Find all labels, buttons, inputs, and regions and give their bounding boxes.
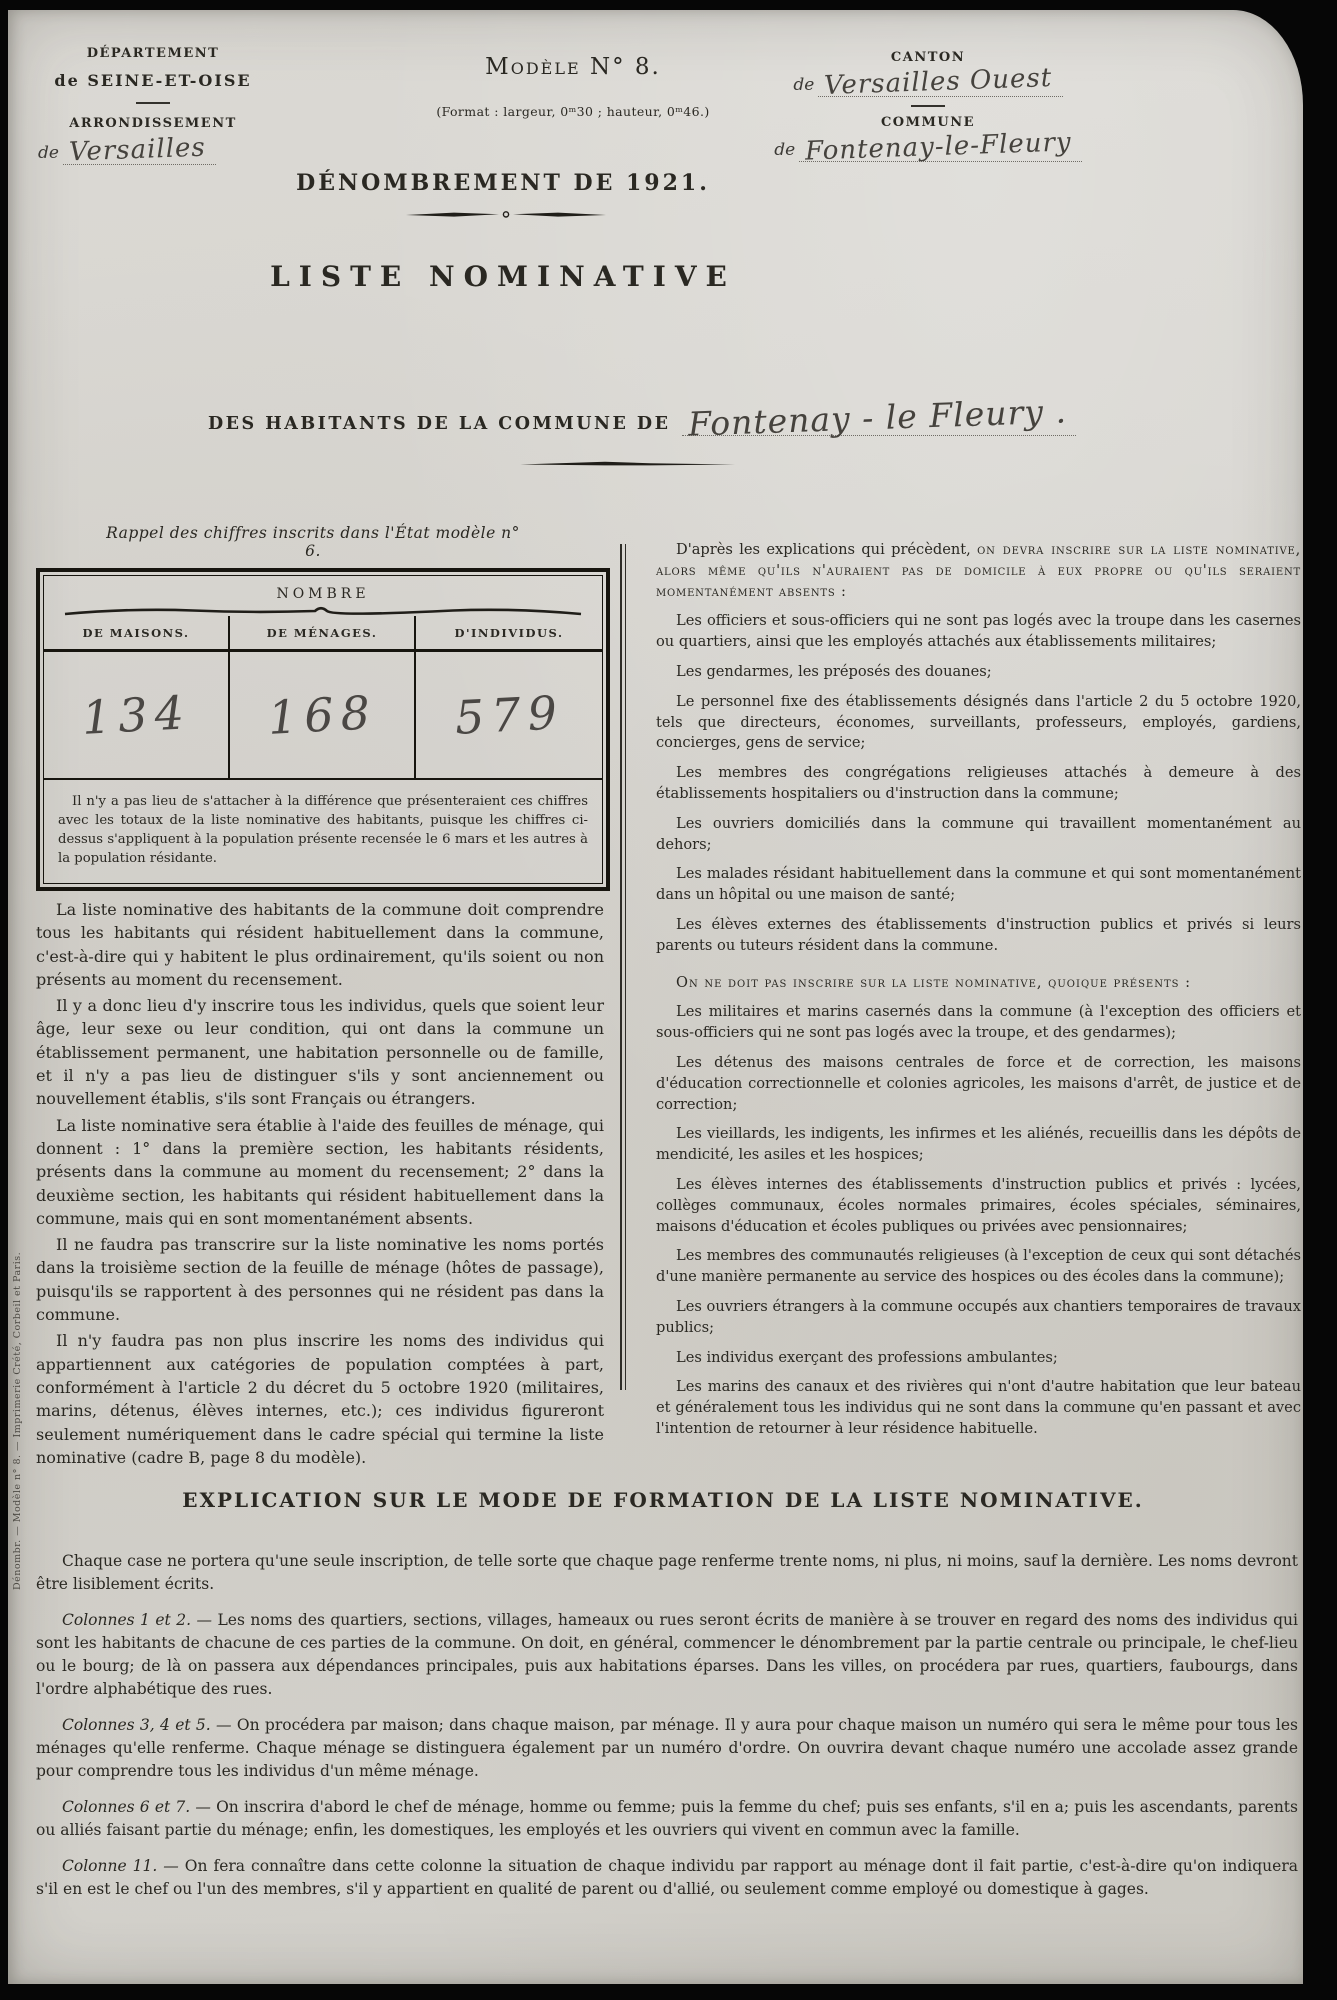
rappel-caption: Rappel des chiffres inscrits dans l'État modèle n° 6. [106,524,520,560]
paragraph-text: On procédera par maison; dans chaque maison, par ménage. Il y aura pour chaque maison un numéro qui sera le même pour tous les ménages qu'elle renferme. Chaque ménage se distinguera également par un numéro d'ordre. On ouvrira devant chaque numéro une accolade assez grande pour comprendre tous les individus d'un même ménage. [36,1716,1298,1780]
paragraph-lead: Colonnes 6 et 7. — [62,1798,217,1816]
canton-prefix: de [793,75,815,95]
explication-section [36,1550,1298,1914]
exclude-item: Les membres des communautés religieuses (à l'exception de ceux qui sont détachés d'une manière permanente au service des hospices ou des écoles dans la commune); [656,1247,1301,1286]
paragraph: Il n'y faudra pas non plus inscrire les noms des individus qui appartiennent aux catégories de population comptées à part, conformément à l'article 2 du décret du 5 octobre 1920 (militaires, marins, détenus, élèves internes, etc.); ces individus figureront seulement numériquement dans le cadre spécial qui termine la liste nominative (cadre B, page 8 du modèle). [36,1331,604,1467]
paragraph-lead: Colonne 11. — [62,1857,185,1875]
paragraph-text: On fera connaître dans cette colonne la situation de chaque individu par rapport au ménage dont il fait partie, c'est-à-dire qu'on indiquera s'il en est le chef ou l'un des membres, s'il y appartient en qualité de parent ou d'allié, ou seulement comme employé ou domestique à gages. [36,1857,1298,1898]
column-header: D'INDIVIDUS. [416,616,602,652]
paragraph-lead: Colonnes 3, 4 et 5. — [62,1716,237,1734]
exclude-header: On ne doit pas inscrire sur la liste nominative, quoique présents : [676,973,1192,991]
paragraph-text: On inscrira d'abord le chef de ménage, homme ou femme; puis la femme du chef; puis ses enfants, s'il en a; puis les ascendants, parents ou alliés faisant partie du ménage; enfin, les domestiques, les employés et les ouvriers qui vivent en commun avec la famille. [36,1798,1298,1839]
column-divider-rule [620,544,626,1390]
explication-paragraph [36,1550,1298,1596]
column-header: DE MAISONS. [44,616,230,652]
canton-handwritten: Versailles Ouest [823,63,1054,101]
departement-value: de SEINE-ET-OISE [54,71,252,90]
format-note: (Format : largeur, 0ᵐ30 ; hauteur, 0ᵐ46.) [436,104,710,119]
include-intro [656,540,1301,602]
rappel-table-inner [43,575,603,884]
intro-lead: D'après les explications qui précèdent, [676,541,978,558]
paragraph-text: Chaque case ne portera qu'une seule inscription, de telle sorte que chaque page renferme trente noms, ni plus, ni moins, sauf la dernière. Les noms devront être lisiblement écrits. [36,1552,1298,1593]
column-header: DE MÉNAGES. [230,616,416,652]
header-departement-block [38,46,268,168]
include-item: Les malades résidant habituellement dans la commune et qui sont momentanément dans un hôpital ou une maison de santé; [656,865,1301,904]
exclude-item: Les élèves internes des établissements d'instruction publics et privés : lycées, collèges communaux, écoles normales primaires, écoles spéciales, séminaires, maisons d'éducation et écoles publiques ou privées avec pensionnaires; [656,1175,1301,1235]
header-canton-block [768,50,1088,167]
commune-handwritten: Fontenay-le-Fleury [804,127,1073,167]
explication-paragraph [36,1796,1298,1842]
title-ornament [406,210,606,220]
commune-prefix: de [774,140,796,160]
menages-count-handwritten: 168 [266,685,378,745]
explication-heading: EXPLICATION SUR LE MODE DE FORMATION DE LA LISTE NOMINATIVE. [182,1488,1144,1512]
maisons-count-handwritten: 134 [80,685,192,745]
table-note [44,778,602,883]
exclude-item: Les marins des canaux et des rivières qui n'ont d'autre habitation que leur bateau et généralement tous les individus qui ne sont dans la commune qu'en passant et avec l'intention de retourner à leur résidence habituelle. [656,1378,1301,1437]
individus-count-handwritten: 579 [453,685,565,745]
liste-subtitle: DES HABITANTS DE LA COMMUNE DE [208,414,671,434]
commune-title-handwritten: Fontenay - le Fleury . [686,391,1068,444]
paper-sheet [8,10,1303,1984]
divider-dash [911,105,945,107]
exclude-item: Les individus exerçant des professions ambulantes; [676,1348,1058,1366]
denombrement-title: DÉNOMBREMENT DE 1921. [296,170,710,196]
explication-paragraph [36,1609,1298,1701]
arrondissement-label: ARRONDISSEMENT [69,116,237,131]
table-group-header: NOMBRE [276,586,370,602]
canton-entry [768,63,1088,101]
intro-caps: on devra inscrire sur la liste nominative, alors même qu'ils n'auraient pas de domicile à eux propre ou qu'ils seraient momentanément absents : [656,541,1302,600]
include-item: Les officiers et sous-officiers qui ne sont pas logés avec la troupe dans les casernes ou quartiers, ainsi que les employés attachés aux établissements militaires; [656,612,1301,651]
liste-subtitle-row [208,391,1076,444]
table-header-row [44,616,602,652]
include-item: Les gendarmes, les préposés des douanes; [676,662,992,680]
table-value-row [44,652,602,778]
paragraph: La liste nominative sera établie à l'aide des feuilles de ménage, qui donnent : 1° dans la première section, les habitants résidents, présents dans la commune au moment du recensement; 2° dans la deuxième section, les habitants qui résident habituellement dans la commune, mais qui en sont momentanément absents. [36,1115,604,1228]
explication-paragraph [36,1855,1298,1901]
commune-entry [768,127,1088,167]
arrondissement-entry [38,132,268,168]
right-instructions-column [656,540,1301,1449]
paragraph: La liste nominative des habitants de la commune doit comprendre tous les habitants qui résident habituellement dans la commune, c'est-à-dire qui y habitent le plus ordinairement, qu'ils soient ou non présents au moment du recensement. [36,900,604,989]
paragraph: Il ne faudra pas transcrire sur la liste nominative les noms portés dans la troisième section de la feuille de ménage (hôtes de passage), puisqu'ils se rapportent à des personnes qui ne résident pas dans la commune. [36,1235,604,1325]
arrondissement-handwritten: Versailles [68,132,207,168]
table-brace [63,604,583,616]
table-note-text: Il n'y a pas lieu de s'attacher à la différence que présenteraient ces chiffres avec les totaux de la liste nominative des habitants, puisque les chiffres ci-dessus s'appliquent à la population présente recensée le 6 mars et les autres à la population résidante. [58,794,588,867]
canton-label: CANTON [890,50,966,65]
rappel-table [36,568,610,891]
explication-paragraph [36,1714,1298,1783]
exclude-item: Les vieillards, les indigents, les infirmes et les aliénés, recueillis dans les dépôts de mendicité, les asiles et les hospices; [656,1125,1301,1164]
paragraph: Il y a donc lieu d'y inscrire tous les individus, quels que soient leur âge, leur sexe ou leur condition, qui ont dans la commune un établissement permanent, une habitation personnelle ou de famille, et il n'y a pas lieu de distinguer s'ils y sont anciennement ou nouvellement établis, s'ils sont Français ou étrangers. [36,996,604,1109]
left-instructions-column [36,898,604,1472]
paragraph-lead: Colonnes 1 et 2. — [62,1611,218,1629]
subtitle-rule [520,460,735,468]
printer-imprint: Dénombr. — Modèle n° 8. — Imprimerie Crété, Corbeil et Paris. [12,1251,23,1590]
exclude-item: Les ouvriers étrangers à la commune occupés aux chantiers temporaires de travaux publics; [656,1297,1301,1336]
header-modele-block [398,54,748,119]
include-item: Les élèves externes des établissements d'instruction publics et privés si leurs parents ou tuteurs résident dans la commune. [656,915,1301,954]
modele-title: Modèle N° 8. [485,54,661,80]
include-item: Le personnel fixe des établissements désignés dans l'article 2 du 5 octobre 1920, tels que directeurs, économes, surveillants, professeurs, employés, gardiens, concierges, gens de service; [656,692,1301,752]
arrondissement-prefix: de [38,143,59,163]
include-item: Les membres des congrégations religieuses attachés à demeure à des établissements hospitaliers ou d'instruction dans la commune; [656,764,1301,802]
commune-label: COMMUNE [880,115,976,130]
include-item: Les ouvriers domiciliés dans la commune qui travaillent momentanément au dehors; [656,814,1301,853]
exclude-item: Les militaires et marins casernés dans la commune (à l'exception des officiers et sous-officiers qui ne sont pas logés avec la troupe, et des gendarmes); [656,1003,1301,1042]
exclude-item: Les détenus des maisons centrales de force et de correction, les maisons d'éducation correctionnelle et colonies agricoles, les maisons d'arrêt, de justice et de correction; [656,1053,1301,1113]
paragraph-text: Les noms des quartiers, sections, villages, hameaux ou rues seront écrits de manière à se trouver en regard des noms des individus qui sont les habitants de chacune de ces parties de la commune. On doit, en général, commencer le dénombrement par la partie centrale ou principale, le chef-lieu ou le bourg; de là on passera aux dépendances principales, puis aux habitations éparses. Dans les villes, on procédera par rues, quartiers, faubourgs, dans l'ordre alphabétique des rues. [36,1611,1298,1698]
liste-nominative-title: LISTE NOMINATIVE [270,260,736,293]
divider-dash [136,102,170,104]
departement-label: DÉPARTEMENT [86,46,220,61]
